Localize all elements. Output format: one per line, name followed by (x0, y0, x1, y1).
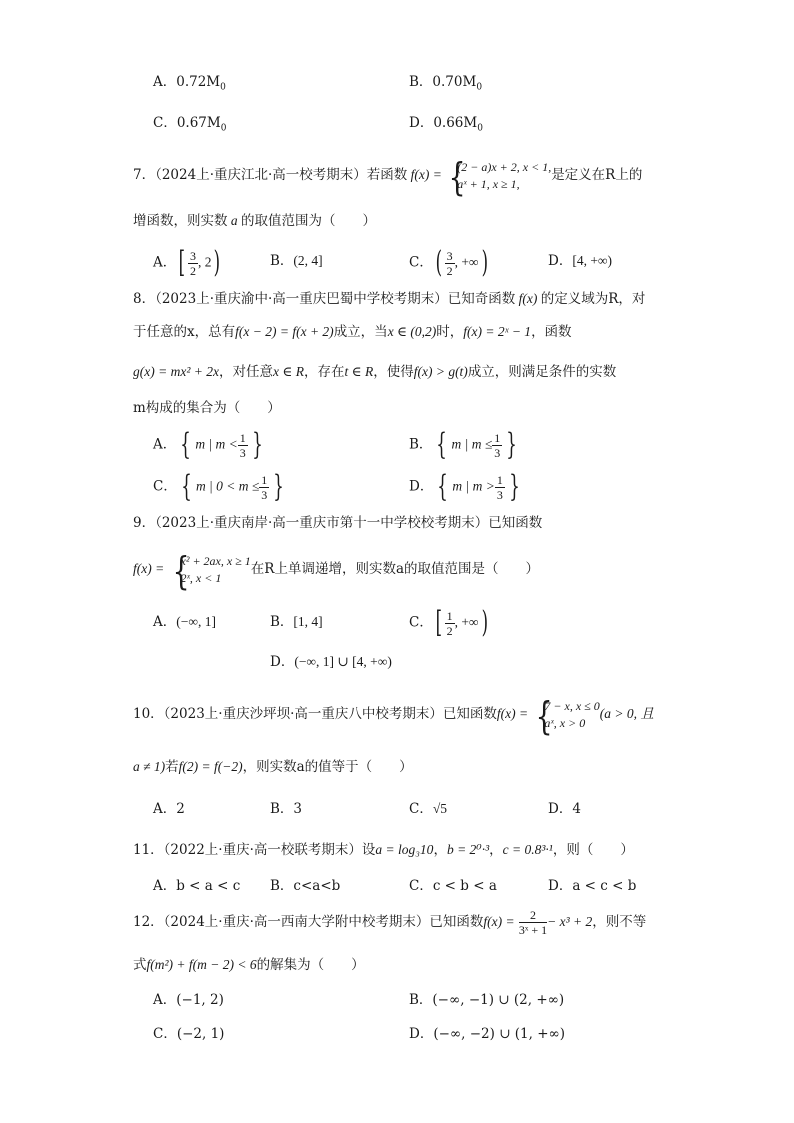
q10-option-d: D．4 (548, 801, 581, 817)
q12-option-c: C．(−2, 1) (153, 1026, 225, 1042)
q12-option-d: D．(−∞, −2) ∪ (1, +∞) (409, 1026, 566, 1042)
q10-option-b: B．3 (270, 801, 303, 817)
q8-option-c: C． { m | 0 < m ≤ $\frac{1}{3}$ } (153, 469, 285, 504)
q7-piecewise: { (2 − a)x + 2, x < 1, aˣ + 1, x ≥ 1, (448, 154, 552, 199)
q12-stem-line2: 式f(m²) + f(m − 2) < 6的解集为（ ） (133, 957, 365, 973)
q9-piecewise: { x² + 2ax, x ≥ 1 2ˣ, x < 1 (172, 548, 251, 593)
q9-option-b: B．[1, 4] (270, 614, 323, 630)
q12-option-a: A．(−1, 2) (153, 992, 224, 1008)
q7-option-b: B．(2, 4] (270, 253, 323, 269)
q8-option-d: D． { m | m > $\frac{1}{3}$ } (409, 469, 520, 504)
q9-stem-line1: 9．（2023上·重庆南岸·高一重庆市第十一中学校校考期末）已知函数 (133, 515, 543, 531)
q7-option-c: C．( $\frac{3}{2}$ , +∞) (409, 245, 488, 280)
q8-stem-line1: 8．（2023上·重庆渝中·高一重庆巴蜀中学校考期末）已知奇函数 f(x) 的定义域为R，对 (133, 291, 646, 307)
q12-stem-line1: 12．（2024上·重庆·高一西南大学附中校考期末）已知函数f(x) = $\frac{2}{\text{3ˣ + 1}}$ − x³ + 2，则不等 (133, 908, 647, 937)
q8-option-b: B． { m | m ≤ $\frac{1}{3}$ } (409, 427, 518, 462)
q8-stem-line4: m构成的集合为（ ） (133, 400, 281, 416)
q9-option-a: A．(−∞, 1] (153, 614, 216, 630)
q9-option-c: C．[ $\frac{1}{2}$ , +∞) (409, 605, 488, 640)
q10-option-c: C．√5 (409, 801, 448, 817)
q6-option-a: A．$0.72M_0$ (153, 74, 226, 93)
q11-stem: 11．（2022上·重庆·高一校联考期末）设a = log₃10，b = 2⁰·³，c = 0.8³·¹，则（ ） (133, 842, 634, 858)
q8-option-a: A． { m | m < $\frac{1}{3}$ } (153, 427, 263, 462)
q7-stem-line2: 增函数，则实数 a 的取值范围为（ ） (133, 213, 376, 229)
q7-option-a: A．[ $\frac{3}{2}$ , 2) (153, 245, 221, 280)
q11-option-a: A．b < a < c (153, 878, 241, 894)
q10-stem-line2: a ≠ 1)若f(2) = f(−2)，则实数a的值等于（ ） (133, 759, 413, 775)
q10-stem-line1: 10．（2023上·重庆沙坪坝·高一重庆八中校考期末）已知函数f(x) = { 7 − x, x ≤ 0 aˣ, x > 0 (a > 0, 且 (133, 693, 654, 738)
q6-option-b: B．$0.70M_0$ (409, 74, 483, 93)
q11-option-b: B．c<a<b (270, 878, 341, 894)
q6-option-d: D．$0.66M_0$ (409, 115, 483, 134)
q6-option-c: C．$0.67M_0$ (153, 115, 227, 134)
q11-option-c: C．c < b < a (409, 878, 497, 894)
q11-option-d: D．a < c < b (548, 878, 637, 894)
q10-option-a: A．2 (153, 801, 185, 817)
q10-piecewise: { 7 − x, x ≤ 0 aˣ, x > 0 (536, 693, 600, 738)
q8-stem-line3: g(x) = mx² + 2x，对任意x ∈ R，存在t ∈ R，使得f(x) > g(t)成立，则满足条件的实数 (133, 364, 617, 380)
q8-stem-line2: 于任意的x，总有f(x − 2) = f(x + 2)成立，当x ∈ (0,2)时，f(x) = 2ˣ − 1，函数 (133, 324, 572, 340)
q7-option-d: D．[4, +∞) (548, 253, 613, 269)
q9-option-d: D．(−∞, 1] ∪ [4, +∞) (270, 654, 392, 670)
q12-option-b: B．(−∞, −1) ∪ (2, +∞) (409, 992, 565, 1008)
q7-stem-line1: 7．（2024上·重庆江北·高一校考期末）若函数 f(x) = { (2 − a)x + 2, x < 1, aˣ + 1, x ≥ 1, 是定义在R上的 (133, 154, 643, 199)
q9-stem-line2: f(x) = { x² + 2ax, x ≥ 1 2ˣ, x < 1 在R上单调递增，则实数a的取值范围是（ ） (133, 548, 539, 593)
